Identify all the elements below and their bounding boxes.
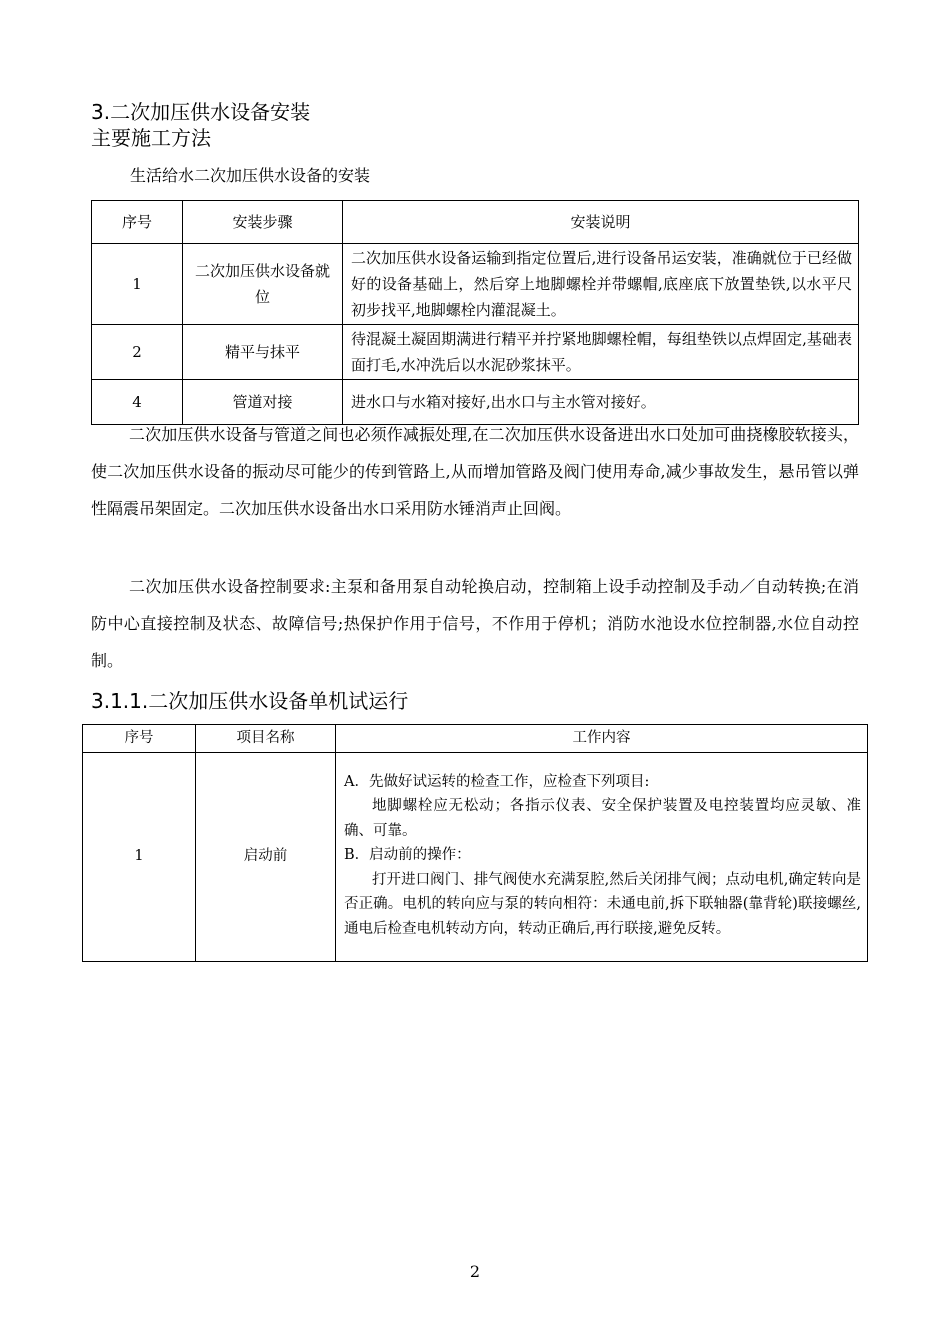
row-step: 管道对接: [183, 380, 343, 425]
section-heading-3-1-1: 3.1.1.二次加压供水设备单机试运行: [91, 689, 409, 713]
header-step: 安装步骤: [183, 201, 343, 244]
control-paragraph: 二次加压供水设备控制要求:主泵和备用泵自动轮换启动，控制箱上设手动控制及手动／自动转换;在消防中心直接控制及状态、故障信号;热保护作用于信号，不作用于停机；消防水池设水位控制器,水位自动控制。: [91, 577, 859, 670]
table-header-row: [92, 201, 859, 244]
content-line-a-detail: 地脚螺栓应无松动；各指示仪表、安全保护装置及电控装置均应灵敏、准确、可靠。: [344, 798, 861, 839]
section-title: 3.二次加压供水设备安装: [91, 100, 311, 124]
row-no: 1: [92, 244, 183, 325]
installation-steps-table: [91, 200, 859, 425]
table-row: [92, 325, 859, 380]
damping-paragraph: 二次加压供水设备与管道之间也必须作减振处理,在二次加压供水设备进出水口处加可曲挠橡胶软接头，使二次加压供水设备的振动尽可能少的传到管路上,从而增加管路及阀门使用寿命,减少事故发生，悬吊管以弹性隔震吊架固定。二次加压供水设备出水口采用防水锤消声止回阀。: [91, 425, 859, 518]
header-content: 工作内容: [336, 725, 868, 753]
row-name: 启动前: [196, 752, 336, 961]
header-name: 项目名称: [196, 725, 336, 753]
table-row: [92, 244, 859, 325]
row-step: 二次加压供水设备就位: [183, 244, 343, 325]
sub-title: 主要施工方法: [91, 126, 211, 150]
row-no: 4: [92, 380, 183, 425]
content-line-a: A．先做好试运转的检查工作，应检查下列项目:: [344, 773, 650, 790]
row-content: [336, 752, 868, 961]
trial-run-table: [82, 724, 868, 962]
row-no: 1: [83, 752, 196, 961]
row-desc: 进水口与水箱对接好,出水口与主水管对接好。: [343, 380, 859, 425]
row-desc: 二次加压供水设备运输到指定位置后,进行设备吊运安装，准确就位于已经做好的设备基础上，然后穿上地脚螺栓并带螺帽,底座底下放置垫铁,以水平尺初步找平,地脚螺栓内灌混凝土。: [343, 244, 859, 325]
header-desc: 安装说明: [343, 201, 859, 244]
table-header-row: [83, 725, 868, 753]
header-no: 序号: [92, 201, 183, 244]
table-caption: 生活给水二次加压供水设备的安装: [130, 166, 371, 185]
row-no: 2: [92, 325, 183, 380]
content-line-b: B．启动前的操作：: [344, 847, 471, 864]
row-step: 精平与抹平: [183, 325, 343, 380]
content-line-b-detail: 打开进口阀门、排气阀使水充满泵腔,然后关闭排气阀；点动电机,确定转向是否正确。电机的转向应与泵的转向相符：未通电前,拆下联轴器(靠背轮)联接螺丝,通电后检查电机转动方向，转动正确后,再行联接,避免反转。: [344, 871, 861, 937]
page-number: 2: [469, 1262, 481, 1281]
row-desc: 待混凝土凝固期满进行精平并拧紧地脚螺栓帽，每组垫铁以点焊固定,基础表面打毛,水冲洗后以水泥砂浆抹平。: [343, 325, 859, 380]
header-no: 序号: [83, 725, 196, 753]
table-row: [83, 752, 868, 961]
